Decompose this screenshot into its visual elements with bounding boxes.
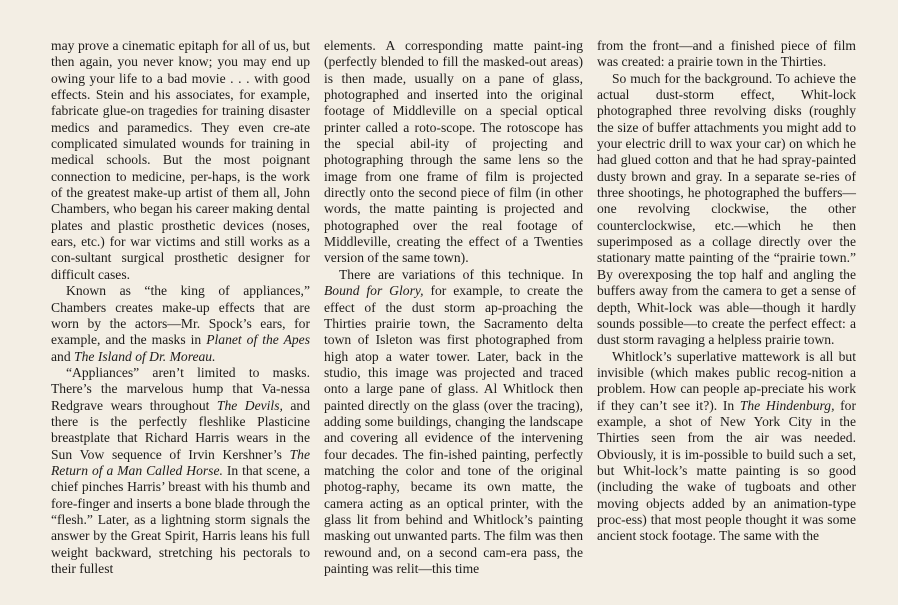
body-text: “Appliances” aren’t limited to masks. There’s the marvelous hump that Va-nessa Redgrave wears throughout [51, 364, 310, 413]
text-column-1 [51, 38, 310, 577]
italic-title-text: The Hindenburg, [739, 397, 835, 413]
body-text: In that scene, a chief pinches Harris’ breast with his thumb and fore-finger and inserts a bone blade through the “flesh.” Later, as a lightning storm signals the answer by the Great Spirit, Harris leans his full weight backward, stretching his pectorals to their fullest [51, 462, 310, 576]
italic-title-text: The Return of a Man Called Horse. [51, 446, 310, 478]
body-text: may prove a cinematic epitaph for all of us, but then again, you never know; you may end up owing your life to a bad movie . . . with good effects. Stein and his associates, for example, fabricate glue-on tragedies for training disaster medics and paramedics. They even cre-ate complicated simulated wounds for training in medical schools. But the most poignant connection to medicine, per-haps, is the work of the greatest make-up artist of them all, John Chambers, who began his career making dental plates and plastic prosthetic devices (noses, ears, etc.) for war victims and still works as a con-sultant surgical prosthetic designer for difficult cases. [51, 38, 310, 282]
body-text: Whitlock’s superlative mattework is all but invisible (which makes public recog-nition a problem. How can people ap-preciate his work if they can’t see it?). In [597, 348, 856, 413]
italic-title-text: The Island of Dr. Moreau. [74, 348, 216, 364]
body-text: Known as “the king of appliances,” Chambers creates make-up effects that are worn by the actors—Mr. Spock’s ears, for example, and the masks in [51, 283, 310, 348]
italic-title-text: Bound for Glory, [324, 283, 424, 299]
body-text: There are variations of this technique. In [339, 266, 583, 282]
paragraph-1 [597, 38, 856, 71]
text-column-2 [324, 38, 583, 577]
paragraph-2 [597, 71, 856, 349]
body-text: for example, to create the effect of the dust storm ap-proaching the Thirties prairie town, the Sacramento delta town of Isleton was first photographed from high atop a water tower. Later, back in the studio, this image was projected and traced onto a large pane of glass. Al Whitlock then painted directly on the glass (over the tracing), adding some buildings, changing the landscape and covering all evidence of the intervening four decades. The fin-ished painting, perfectly matching the color and tone of the original photog-raphy, became its own matte, the camera acting as an optical printer, with the glass lit from behind and Whitlock’s painting masking out unwanted parts. The film was then rewound and, on a second cam-era pass, the painting was relit—this time [324, 283, 584, 576]
body-text: So much for the background. To achieve the actual dust-storm effect, Whit-lock photographed three revolving disks (roughly the size of buffer attachments you might add to your electric drill to wax your car) on which he had glued cotton and that he had spray-painted dusty brown and gray. In a separate se-ries of three shootings, he photographed the buffers—one revolving clockwise, the other counterclockwise, etc.—which he then superimposed as a collage directly over the stationary matte painting of the “prairie town.” By overexposing the top half and angling the buffers away from the camera to get a sense of depth, Whit-lock was able—though it hardly sounds possible—to create the perfect effect: a dust storm ravaging a helpless prairie town. [597, 70, 856, 348]
text-column-3 [597, 38, 856, 545]
body-text: and there is the perfectly fleshlike Plasticine breastplate that Richard Harris wears in the Sun Vow sequence of Irvin Kershner’s [51, 397, 310, 462]
body-text: elements. A corresponding matte paint-ing (perfectly blended to fill the masked-out areas) is then made, usually on a pane of glass, photographed and inserted into the original footage of Middleville on a special optical printer called a roto-scope. The rotoscope has the special abil-ity of projecting and photographing through the same lens so the image from one frame of film is projected directly onto the second piece of film (in other words, the matte painting is projected and photographed over the real footage of Middleville, creating the effect of a Twenties version of the same town). [324, 38, 583, 266]
paragraph-3 [597, 349, 856, 545]
body-text: for example, a shot of New York City in the Thirties seen from the air was needed. Obviously, it is im-possible to build such a set, but Whit-lock’s matte painting is so good (including the wake of tugboats and other moving objects added by an animation-type proc-ess) that most people thought it was some ancient stock footage. The same with the [597, 397, 857, 544]
body-text: and [51, 348, 75, 364]
body-text: from the front—and a finished piece of film was created: a prairie town in the Thirties. [597, 38, 856, 70]
paragraph-2 [51, 283, 310, 365]
italic-title-text: Planet of the Apes [206, 332, 310, 348]
italic-title-text: The Devils, [216, 397, 283, 413]
paragraph-1 [51, 38, 310, 283]
paragraph-3 [51, 365, 310, 577]
paragraph-2 [324, 267, 583, 578]
paragraph-1 [324, 38, 583, 267]
